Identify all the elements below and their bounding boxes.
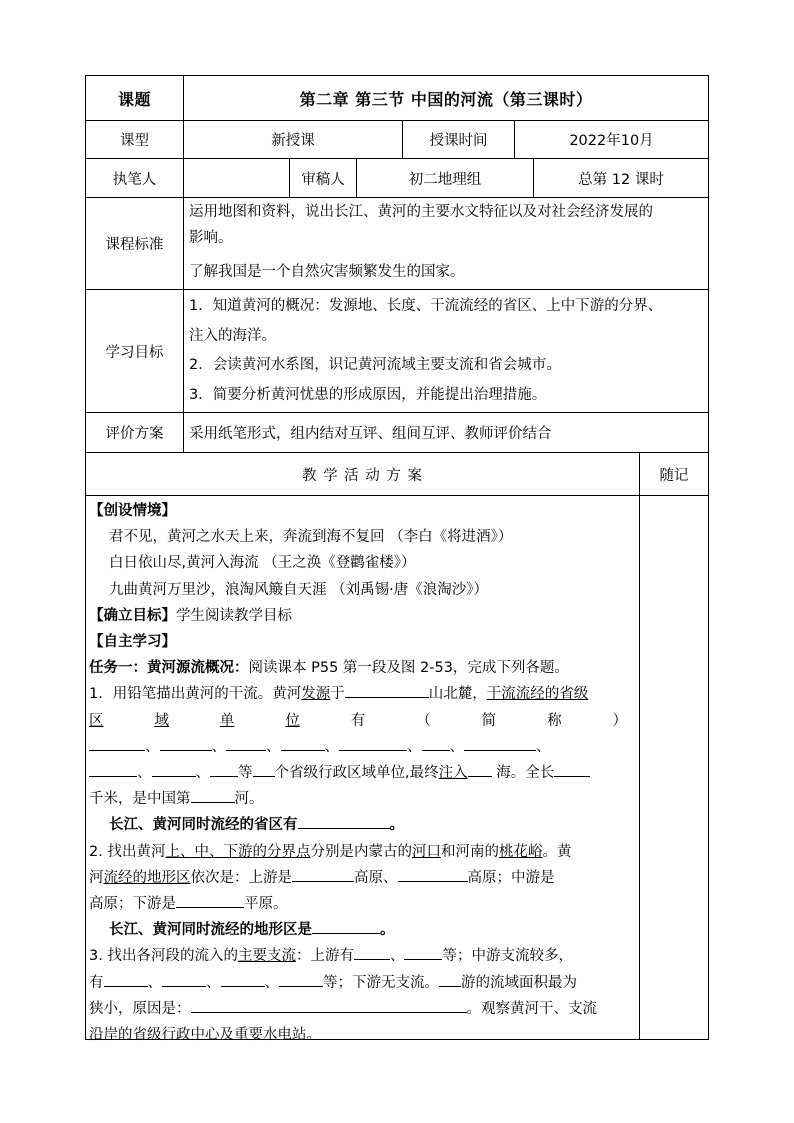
type-row	[86, 121, 708, 159]
answer-blank[interactable]	[439, 971, 461, 987]
topic-row	[86, 76, 708, 121]
text: 长江、黄河同时流经的地形区是	[109, 922, 312, 939]
text: 3. 找出各河段的流入的	[89, 948, 238, 965]
q1-line2	[89, 708, 627, 734]
goals-text	[189, 292, 662, 410]
text: 发源	[301, 686, 331, 703]
answer-blank[interactable]	[298, 813, 390, 829]
text: 、	[147, 974, 162, 991]
text: 河。	[234, 791, 264, 808]
answer-blank[interactable]	[253, 761, 275, 777]
text: 狭小，原因是：	[89, 1000, 191, 1017]
standard-row	[86, 198, 708, 290]
topic-label: 课题	[117, 89, 151, 109]
notes-column	[639, 496, 640, 1039]
activity-header-row	[86, 453, 708, 496]
goals-label: 学习目标	[105, 344, 164, 361]
text: 区	[89, 712, 104, 729]
text: 河	[89, 869, 104, 886]
text: 有	[89, 974, 104, 991]
reviewer-label: 审稿人	[289, 159, 356, 197]
text: 等	[238, 765, 253, 782]
text: 、	[389, 948, 405, 965]
q2-line1	[89, 839, 636, 865]
q3-line3	[89, 996, 636, 1022]
text: 桃花峪	[498, 843, 543, 860]
answer-blank[interactable]	[226, 735, 266, 751]
total-value: 总第 12 课时	[533, 159, 708, 197]
answer-blank[interactable]	[89, 735, 145, 751]
goal-line: 注入的海洋。	[189, 327, 276, 344]
activity-heading: 教 学 活 动 方 案	[301, 467, 424, 484]
time-value: 2022年10月	[514, 121, 708, 158]
text: 有	[350, 712, 366, 729]
text: 主要支流	[237, 948, 296, 965]
topic-value: 第二章 第三节 中国的河流（第三课时）	[183, 76, 708, 120]
answer-blank[interactable]	[162, 971, 206, 987]
evaluation-label: 评价方案	[105, 426, 164, 442]
text: 流经的地形区	[103, 869, 191, 886]
group-value: 初二地理组	[356, 159, 533, 197]
answer-blank[interactable]	[464, 735, 536, 751]
text: 上、中、下游的分界点	[165, 843, 311, 860]
text: 1．用铅笔描出黄河的干流。黄河	[89, 686, 302, 703]
text: 。黄	[542, 843, 572, 860]
answer-blank[interactable]	[191, 997, 467, 1013]
text: 高原；下游是	[89, 896, 176, 913]
text: 域	[154, 712, 169, 729]
answer-blank[interactable]	[210, 761, 238, 777]
answer-blank[interactable]	[404, 944, 442, 960]
notes-heading: 随记	[639, 453, 708, 495]
goal-title: 【确立目标】	[89, 607, 176, 624]
type-value: 新授课	[183, 121, 402, 158]
text: 依次是：上游是	[190, 869, 292, 886]
text: 高原；中游是	[467, 869, 555, 886]
answer-blank[interactable]	[160, 735, 212, 751]
answer-blank[interactable]	[191, 787, 235, 803]
text: 等；下游无支流。	[323, 974, 439, 991]
text: 等；中游支流较多，	[442, 948, 573, 965]
text: 单	[219, 712, 235, 729]
lesson-plan-table	[85, 75, 709, 1044]
q1-common-provinces	[89, 812, 636, 838]
text: 简	[481, 712, 497, 729]
evaluation-row	[86, 413, 708, 453]
answer-blank[interactable]	[422, 735, 450, 751]
goal-section	[89, 603, 636, 629]
q3-line2	[89, 970, 636, 996]
text: 游的流域面积最为	[461, 974, 577, 991]
text: ）	[612, 712, 627, 729]
text: 高原、	[354, 869, 398, 886]
text: 长江、黄河同时流经的省区有	[109, 817, 298, 834]
text: 、	[324, 738, 339, 755]
author-label: 执笔人	[112, 171, 157, 188]
text: 海。全长	[491, 765, 555, 782]
q1-line3	[89, 734, 636, 760]
text: 、	[449, 738, 464, 755]
standard-line: 了解我国是一个自然灾害频繁发生的国家。	[189, 264, 465, 280]
goal-line: 2．会读黄河水系图，识记黄河流域主要支流和省会城市。	[189, 357, 561, 373]
task1-title: 任务一：黄河源流概况：	[89, 660, 249, 677]
text: 干流流经的省级	[486, 686, 589, 703]
q1-line4	[89, 760, 636, 786]
goals-row	[86, 290, 708, 413]
poem-line: 白日依山尽,黄河入海流 （王之涣《登鹳雀楼》）	[109, 555, 416, 572]
standard-text	[189, 199, 653, 285]
text: 分别是内蒙古的	[310, 843, 412, 860]
q2-common-terrain	[89, 917, 636, 943]
scene-title: 【创设情境】	[89, 503, 176, 519]
text: 平原。	[244, 896, 288, 913]
answer-blank[interactable]	[468, 761, 492, 777]
text: 、	[145, 738, 160, 755]
text: 和河南的	[440, 843, 499, 860]
text: 。	[389, 817, 404, 834]
text: 。观察黄河干、支流	[466, 1000, 597, 1017]
goal-line: 1．知道黄河的概况：发源地、长度、干流流经的省区、上中下游的分界、	[189, 298, 663, 314]
task1-text: 阅读课本 P55 第一段及图 2-53，完成下列各题。	[248, 660, 569, 677]
standard-label: 课程标准	[105, 237, 164, 253]
text: 、	[137, 765, 152, 782]
text: 注入	[438, 765, 468, 782]
text: 、	[264, 974, 279, 991]
answer-blank[interactable]	[281, 735, 325, 751]
activity-content	[86, 496, 639, 1048]
task1-line	[89, 655, 636, 681]
text: 位	[285, 712, 300, 729]
author-row	[86, 159, 708, 198]
self-study-title: 【自主学习】	[89, 634, 176, 651]
poem-line: 君不见，黄河之水天上来，奔流到海不复回 （李白《将进酒》）	[109, 529, 513, 546]
q1-line1	[89, 681, 636, 707]
text: 、	[407, 738, 422, 755]
answer-blank[interactable]	[292, 866, 354, 882]
answer-blank[interactable]	[345, 682, 429, 698]
text: 、	[211, 738, 226, 755]
q2-line3	[89, 891, 636, 917]
text: 、	[206, 974, 221, 991]
q1-line5	[89, 786, 636, 812]
standard-line: 影响。	[189, 230, 233, 246]
text: 2. 找出黄河	[89, 843, 166, 860]
answer-blank[interactable]	[89, 761, 137, 777]
author-value	[183, 159, 289, 197]
answer-blank[interactable]	[176, 892, 244, 908]
text: 。	[380, 922, 395, 939]
time-label: 授课时间	[402, 121, 514, 158]
poem-line: 九曲黄河万里沙，浪淘风簸自天涯 （刘禹锡·唐《浪淘沙》）	[109, 581, 488, 598]
answer-blank[interactable]	[104, 971, 148, 987]
answer-blank[interactable]	[152, 761, 196, 777]
text: 称	[547, 712, 562, 729]
text: 、	[536, 738, 551, 755]
q3-line4: 沿岸的省级行政中心及重要水电站。	[89, 1027, 321, 1044]
goal-line: 3．简要分析黄河忧患的形成原因，并能提出治理措施。	[189, 386, 547, 403]
text: 于	[330, 686, 345, 703]
text: （	[416, 712, 431, 729]
answer-blank[interactable]	[339, 735, 407, 751]
text: ：上游有	[295, 948, 354, 965]
q3-line1	[89, 943, 636, 969]
evaluation-value: 采用纸笔形式，组内结对互评、组间互评、教师评价结合	[183, 413, 708, 452]
text: 、	[195, 765, 210, 782]
answer-blank[interactable]	[312, 918, 380, 934]
answer-blank[interactable]	[554, 761, 590, 777]
answer-blank[interactable]	[279, 971, 323, 987]
text: 河口	[411, 843, 441, 860]
standard-line: 运用地图和资料，说出长江、黄河的主要水文特征以及对社会经济发展的	[189, 204, 653, 220]
text: 、	[266, 738, 281, 755]
answer-blank[interactable]	[398, 866, 468, 882]
text: 千米，是中国第	[89, 791, 191, 808]
goal-text: 学生阅读教学目标	[176, 607, 292, 624]
q2-line2	[89, 865, 636, 891]
answer-blank[interactable]	[221, 971, 265, 987]
type-label: 课型	[120, 133, 149, 149]
text: 山北麓，	[428, 686, 487, 703]
answer-blank[interactable]	[354, 944, 390, 960]
text: 个省级行政区域单位,最终	[274, 765, 439, 782]
